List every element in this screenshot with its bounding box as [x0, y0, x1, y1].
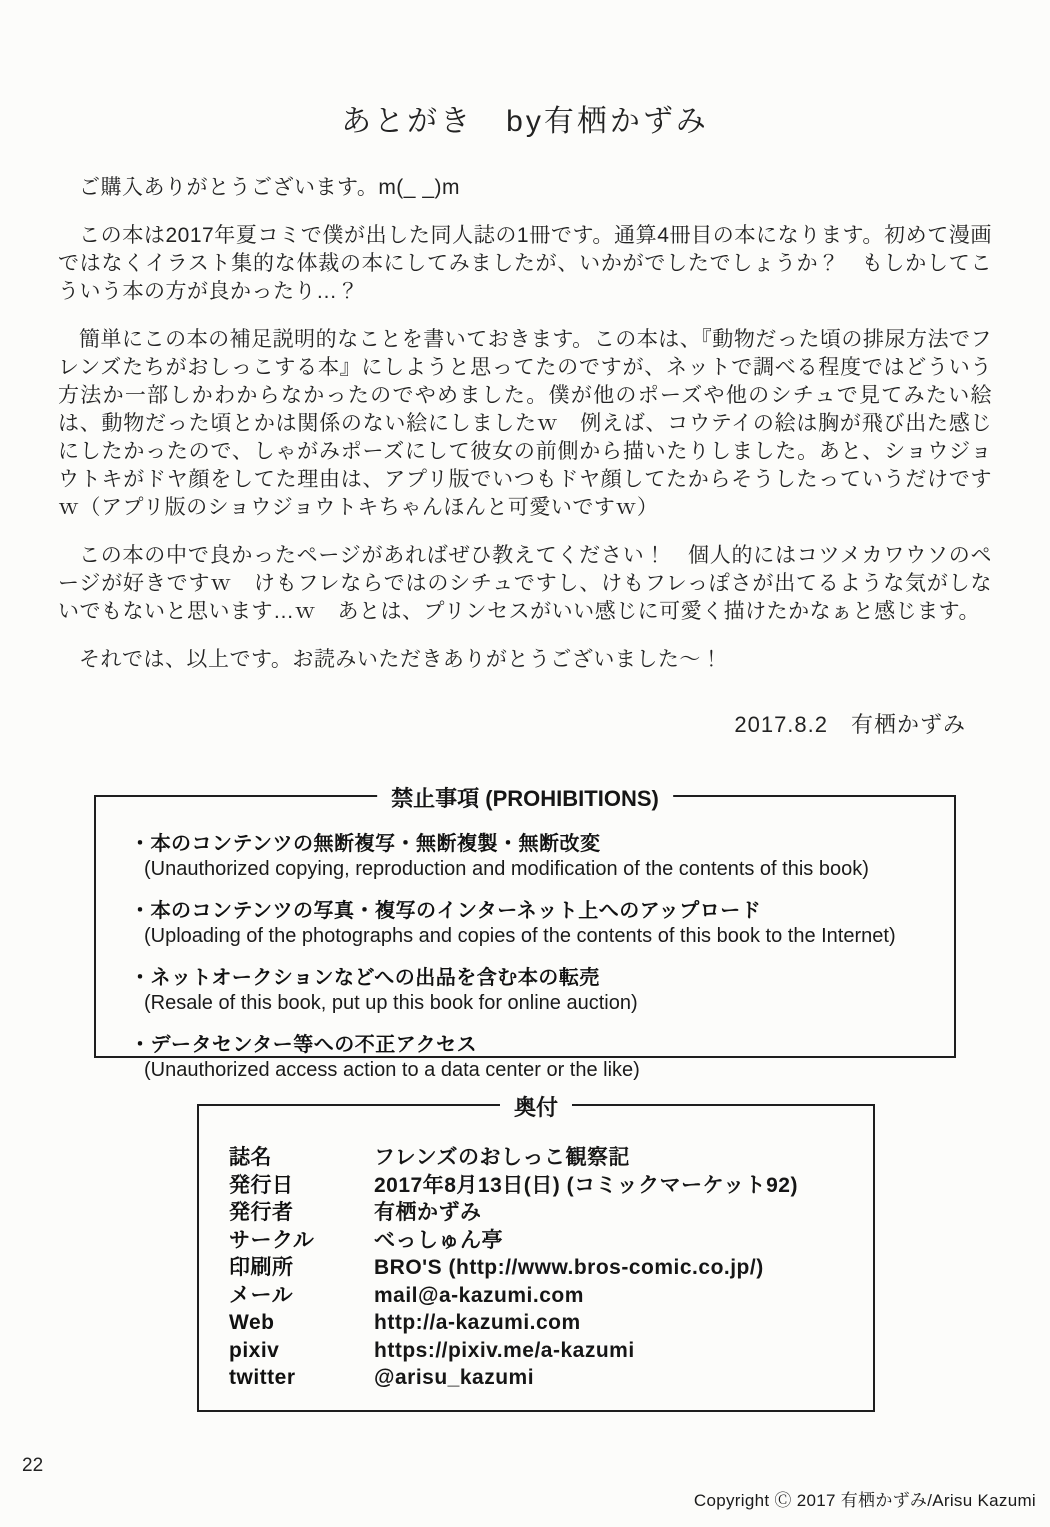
prohibition-jp: ・データセンター等への不正アクセス [130, 1034, 478, 1056]
paragraph-favorite-pages: この本の中で良かったページがあればぜひ教えてください！ 個人的にはコツメカワウソのページが好きですｗ けもフレならではのシチュですし、けもフレっぽさが出てるような気がしないでもないと思います…ｗ あとは、プリンセスがいい感じに可愛く描けたかなぁと感じます。 [58, 544, 992, 623]
prohibition-jp: ・本のコンテンツの写真・複写のインターネット上へのアップロード [130, 900, 762, 922]
colophon-value: @arisu_kazumi [374, 1366, 535, 1389]
colophon-row-email [229, 1282, 855, 1310]
colophon-row-publish-date [229, 1172, 855, 1200]
signoff-date-author: 2017.8.2 有栖かずみ [734, 712, 966, 737]
colophon-row-web [229, 1309, 855, 1337]
colophon-value: mail@a-kazumi.com [374, 1283, 584, 1307]
paragraph-about-book: この本は2017年夏コミで僕が出した同人誌の1冊です。通算4冊目の本になります。初めて漫画ではなくイラスト集的な体裁の本にしてみましたが、いかがでしたでしょうか？ もしかしてこういう本の方が良かったり…？ [58, 224, 992, 303]
colophon-value: べっしゅん亭 [374, 1228, 503, 1252]
colophon-label: 発行日 [229, 1173, 294, 1197]
copyright-notice: Copyright Ⓒ 2017 有栖かずみ/Arisu Kazumi [693, 1491, 1036, 1510]
prohibition-item [130, 827, 936, 881]
colophon-value: https://pixiv.me/a-kazumi [374, 1338, 635, 1362]
colophon-row-pixiv [229, 1337, 855, 1365]
colophon-value: フレンズのおしっこ観察記 [374, 1146, 631, 1169]
page-title: あとがき by有栖かずみ [341, 105, 709, 138]
colophon-value: 有栖かずみ [374, 1201, 482, 1224]
colophon-value: 2017年8月13日(日) (コミックマーケット92) [374, 1173, 798, 1197]
colophon-label: Web [229, 1311, 275, 1334]
paragraph-thanks: ご購入ありがとうございます。m(_ _)m [79, 176, 460, 199]
colophon-value: BRO'S (http://www.bros-comic.co.jp/) [374, 1256, 764, 1279]
afterword-body [58, 174, 992, 674]
colophon-label: サークル [229, 1228, 315, 1252]
page-content [0, 96, 1050, 1412]
colophon-row-twitter [229, 1364, 855, 1392]
colophon-label: twitter [229, 1366, 296, 1389]
colophon-row-printer [229, 1254, 855, 1282]
prohibition-item [130, 961, 936, 1015]
colophon-title: 奥付 [500, 1091, 572, 1122]
colophon-box [197, 1095, 875, 1412]
colophon-label: 印刷所 [229, 1256, 294, 1279]
prohibition-en: (Resale of this book, put up this book for online auction) [144, 992, 638, 1014]
prohibition-en: (Uploading of the photographs and copies of the contents of this book to the Internet) [144, 925, 896, 947]
prohibitions-box [94, 786, 956, 1081]
colophon-label: 発行者 [229, 1201, 294, 1224]
colophon-label: 誌名 [229, 1146, 272, 1169]
prohibition-en: (Unauthorized access action to a data center or the like) [144, 1059, 640, 1081]
colophon-label: pixiv [229, 1338, 280, 1362]
colophon-row-title [229, 1144, 855, 1172]
colophon-row-circle [229, 1227, 855, 1255]
paragraph-explanation: 簡単にこの本の補足説明的なことを書いておきます。この本は、『動物だった頃の排尿方法でフレンズたちがおしっこする本』にしようと思ってたのですが、ネットで調べる程度ではどういう方法か一部しかわからなかったのでやめました。僕が他のポーズや他のシチュで見てみたい絵は、動物だった頃とかは関係のない絵にしましたｗ 例えば、コウテイの絵は胸が飛び出た感じにしたかったので、しゃがみポーズにして彼女の前側から描いたりしました。あと、ショウジョウトキがドヤ顔をしてた理由は、アプリ版でいつもドヤ顔してたからそうしたっていうだけですｗ（アプリ版のショウジョウトキちゃんほんと可愛いですｗ） [58, 328, 992, 519]
prohibition-jp: ・ネットオークションなどへの出品を含む本の転売 [130, 967, 600, 989]
colophon-row-publisher [229, 1199, 855, 1227]
colophon-value: http://a-kazumi.com [374, 1311, 581, 1334]
prohibition-jp: ・本のコンテンツの無断複写・無断複製・無断改変 [130, 833, 601, 855]
page-number: 22 [22, 1455, 44, 1476]
prohibition-item [130, 1028, 936, 1082]
prohibition-item [130, 894, 936, 948]
colophon-label: メール [229, 1283, 294, 1307]
prohibition-en: (Unauthorized copying, reproduction and modification of the contents of this book) [144, 858, 869, 880]
prohibitions-title: 禁止事項 (PROHIBITIONS) [377, 782, 673, 813]
paragraph-closing: それでは、以上です。お読みいただきありがとうございました～！ [79, 648, 723, 671]
